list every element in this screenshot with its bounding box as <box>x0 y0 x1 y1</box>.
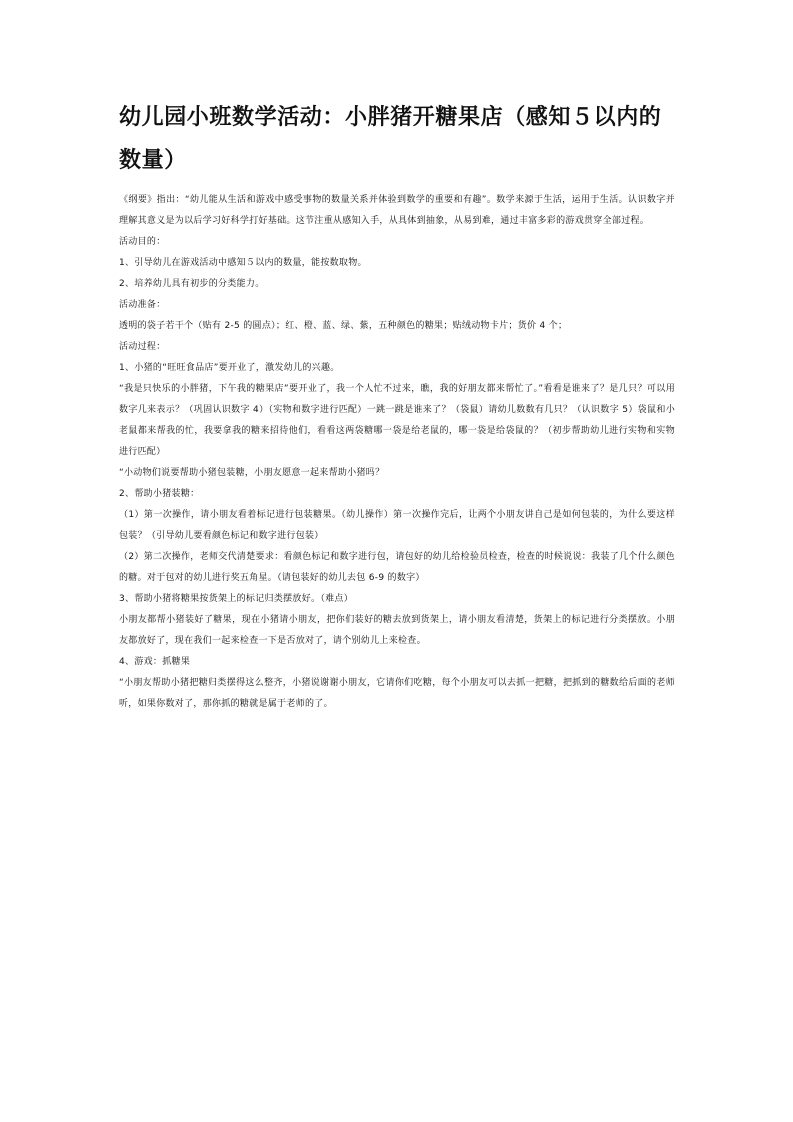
goal-item-1: 1、引导幼儿在游戏活动中感知５以内的数量，能按数取物。 <box>119 258 367 268</box>
section-heading-process: 活动过程： <box>119 342 166 352</box>
process-step-2-op-1: （1）第一次操作，请小朋友看着标记进行包装糖果。（幼儿操作）第一次操作完后，让两个小朋友讲自己是如何包装的，为什么要这样包装？（引导幼儿要看颜色标记和数字进行包装） <box>119 510 675 541</box>
process-step-2-op-2: （2）第二次操作，老师交代清楚要求：看颜色标记和数字进行包，请包好的幼儿给检验员检查，检查的时候说说：我装了几个什么颜色的糖。对于包对的幼儿进行奖五角星。（请包装好的幼儿去包 6-9 的数字） <box>119 552 675 583</box>
process-step-1: 1、小猪的“旺旺食品店”要开业了，激发幼儿的兴趣。 <box>119 363 340 373</box>
goal-item-2: 2、培养幼儿具有初步的分类能力。 <box>119 279 265 289</box>
document-page <box>119 96 675 715</box>
section-heading-preparation: 活动准备： <box>119 300 166 310</box>
section-heading-goals: 活动目的： <box>119 237 166 247</box>
preparation-paragraph: 透明的袋子若干个（贴有 2-5 的圆点）；红、橙、蓝、绿、紫，五种颜色的糖果；贴绒动物卡片；货价 4 个； <box>119 321 568 331</box>
process-step-4-detail: “小朋友帮助小猪把糖归类摆得这么整齐，小猪说谢谢小朋友，它请你们吃糖，每个小朋友可以去抓一把糖，把抓到的糖数给后面的老师听，如果你数对了，那你抓的糖就是属于老师的了。 <box>119 678 675 709</box>
process-step-4: 4、游戏：抓糖果 <box>119 657 191 667</box>
process-step-1-prompt: “小动物们说要帮助小猪包装糖，小朋友愿意一起来帮助小猪吗？ <box>119 468 385 478</box>
intro-paragraph: 《纲要》指出：“幼儿能从生活和游戏中感受事物的数量关系并体验到数学的重要和有趣”。数学来源于生活，运用于生活。认识数字并理解其意义是为以后学习好科学打好基础。这节注重从感知入手，从具体到抽象，从易到难，通过丰富多彩的游戏贯穿全部过程。 <box>119 195 675 226</box>
document-title: 幼儿园小班数学活动：小胖猪开糖果店（感知５以内的数量） <box>119 104 662 173</box>
process-step-3: 3、帮助小猪将糖果按货架上的标记归类摆放好。（难点） <box>119 594 354 604</box>
process-step-3-detail: 小朋友都帮小猪装好了糖果，现在小猪请小朋友，把你们装好的糖去放到货架上，请小朋友看清楚，货架上的标记进行分类摆放。小朋友都放好了，现在我们一起来检查一下是否放对了，请个别幼儿上来检查。 <box>119 615 675 646</box>
process-step-1-dialogue: “我是只快乐的小胖猪，下午我的糖果店”要开业了，我一个人忙不过来，瞧，我的好朋友都来帮忙了。”看看是谁来了？是几只？可以用数字几来表示？（巩固认识数字 4）（实物和数字进行匹配）一跳一跳是谁来了？（袋鼠）请幼儿数数有几只？（认识数字 5）袋鼠和小老鼠都来帮我的忙，我要拿我的糖来招待他们，看看这两袋糖哪一袋是给老鼠的，哪一袋是给袋鼠的？（初步帮助幼儿进行实物和实物进行匹配） <box>119 384 675 457</box>
process-step-2: 2、帮助小猪装糖： <box>119 489 200 499</box>
